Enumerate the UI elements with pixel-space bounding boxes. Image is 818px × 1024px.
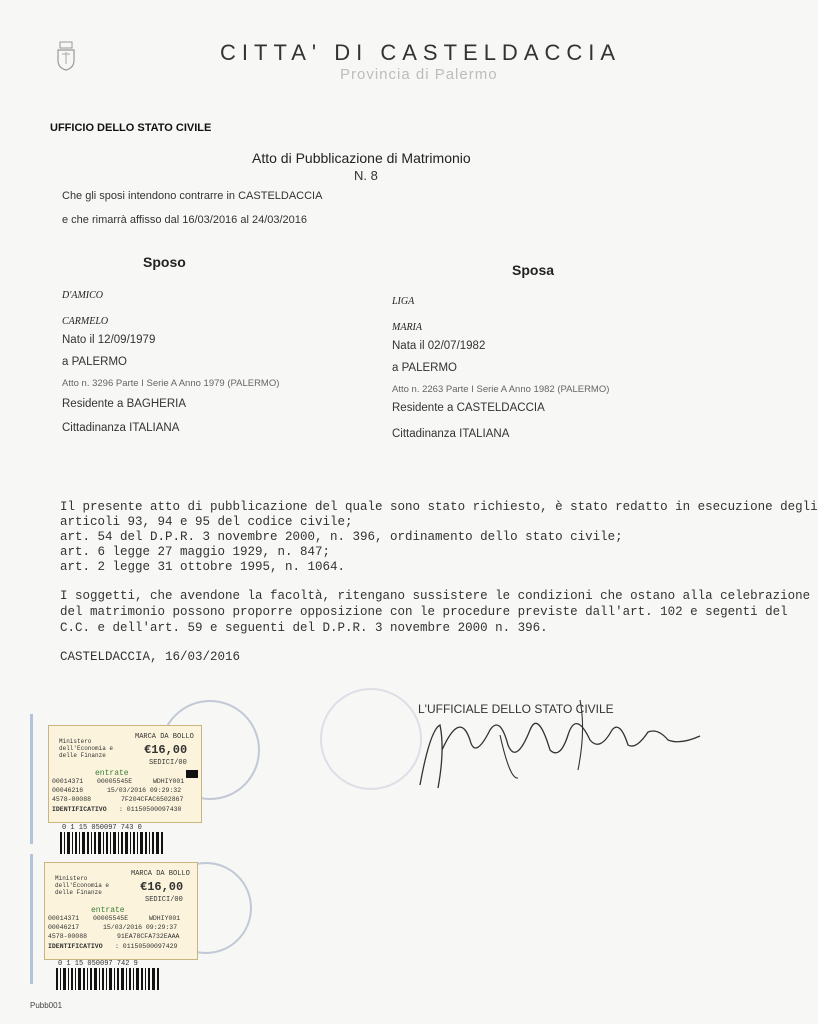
stamp-amount-words: SEDICI/00	[145, 896, 183, 904]
signature-label: L'UFFICIALE DELLO STATO CIVILE	[418, 702, 614, 716]
stamp-code-e: 4578-00088	[48, 933, 88, 940]
act-title: Atto di Pubblicazione di Matrimonio	[252, 150, 471, 166]
legal-text-line: articoli 93, 94 e 95 del codice civile;	[60, 515, 353, 529]
opposition-text-line: I soggetti, che avendone la facoltà, ritengano sussistere le condizioni che ostano alla celebrazione	[60, 589, 811, 603]
place-and-date: CASTELDACCIA, 16/03/2016	[60, 650, 241, 664]
stamp-id-label: IDENTIFICATIVO	[52, 806, 107, 813]
act-number: N. 8	[354, 168, 378, 183]
groom-surname: D'AMICO	[62, 290, 104, 301]
stamp-code-d: 00046217	[48, 924, 80, 931]
groom-record: Atto n. 3296 Parte I Serie A Anno 1979 (PALERMO)	[62, 378, 280, 389]
legal-text-line: art. 54 del D.P.R. 3 novembre 2000, n. 396, ordinamento dello stato civile;	[60, 530, 623, 544]
municipal-crest-icon	[48, 38, 84, 74]
legal-text-line: art. 6 legge 27 maggio 1929, n. 847;	[60, 545, 331, 559]
stamp-code-b: 00005545E	[93, 915, 129, 922]
groom-birthplace: a PALERMO	[62, 356, 127, 368]
bride-surname: LIGA	[392, 296, 415, 307]
stamp-code-c: WDHIY001	[153, 778, 185, 785]
bride-citizenship: Cittadinanza ITALIANA	[392, 428, 510, 440]
opposition-text-line: del matrimonio possono proporre opposizione con le procedure previste dall'art. 102 e segenti del	[60, 605, 788, 619]
legal-text-line: art. 2 legge 31 ottobre 1995, n. 1064.	[60, 560, 346, 574]
groom-birthdate: Nato il 12/09/1979	[62, 334, 156, 346]
stamp-datetime: 15/03/2016 09:29:37	[103, 924, 178, 931]
bride-birthdate: Nata il 02/07/1982	[392, 340, 486, 352]
stamp-code-d: 00046216	[52, 787, 84, 794]
city-title: CITTA' DI CASTELDACCIA	[220, 40, 622, 65]
stamp-edge-decoration	[30, 714, 49, 844]
stamp-amount-words: SEDICI/00	[149, 759, 187, 767]
stamp-agency: entrate	[91, 906, 125, 915]
stamp-code-f: 7F204CFAC6502867	[121, 796, 184, 803]
stamp-amount: €16,00	[144, 743, 188, 757]
intro-line-1: Che gli sposi intendono contrarre in CASTELDACCIA	[62, 190, 323, 202]
stamp-code-e: 4578-00088	[52, 796, 92, 803]
province-subtitle: Provincia di Palermo	[340, 66, 498, 83]
bride-residence: Residente a CASTELDACCIA	[392, 402, 545, 414]
stamp-code-b: 00005545E	[97, 778, 133, 785]
barcode-number: 0 1 15 050097 743 0	[62, 824, 142, 832]
stamp-id-label: IDENTIFICATIVO	[48, 943, 103, 950]
stamp-ministry: Ministero dell'Economia e delle Finanze	[59, 738, 114, 759]
handwritten-signature	[400, 690, 710, 795]
groom-name: CARMELO	[62, 316, 109, 327]
stamp-type: MARCA DA BOLLO	[135, 733, 194, 741]
legal-text-line: Il presente atto di pubblicazione del quale sono stato richiesto, è stato redatto in esecuzione degli	[60, 500, 818, 514]
stamp-code-c: WDHIY001	[149, 915, 181, 922]
bride-name: MARIA	[392, 322, 422, 333]
stamp-id-value: : 01150500097429	[115, 943, 178, 950]
bride-heading: Sposa	[512, 262, 555, 278]
stamp-id-value: : 01150500097430	[119, 806, 182, 813]
revenue-stamp-2	[44, 862, 198, 960]
stamp-ministry: Ministero dell'Economia e delle Finanze	[55, 875, 110, 896]
revenue-stamp-1	[48, 725, 202, 823]
bride-record: Atto n. 2263 Parte I Serie A Anno 1982 (PALERMO)	[392, 384, 610, 395]
groom-heading: Sposo	[143, 254, 186, 270]
intro-line-2: e che rimarrà affisso dal 16/03/2016 al 24/03/2016	[62, 214, 308, 226]
document-id: Pubb001	[30, 1001, 63, 1010]
stamp-datetime: 15/03/2016 09:29:32	[107, 787, 182, 794]
groom-citizenship: Cittadinanza ITALIANA	[62, 422, 180, 434]
stamp-agency: entrate	[95, 769, 129, 778]
stamp-type: MARCA DA BOLLO	[131, 870, 190, 878]
bride-birthplace: a PALERMO	[392, 362, 457, 374]
groom-residence: Residente a BAGHERIA	[62, 398, 187, 410]
stamp-code-a: 00014371	[52, 778, 84, 785]
opposition-text-line: C.C. e dell'art. 59 e seguenti del D.P.R. 3 novembre 2000 n. 396.	[60, 621, 548, 635]
stamp-code-f: 91EA78CFA732EAAA	[117, 933, 180, 940]
stamp-amount: €16,00	[140, 880, 184, 894]
barcode-1	[60, 832, 164, 854]
stamp-marker	[186, 770, 198, 778]
stamp-code-a: 00014371	[48, 915, 80, 922]
barcode-number: 0 1 15 050097 742 9	[58, 960, 138, 968]
barcode-2	[56, 968, 160, 990]
office-name: UFFICIO DELLO STATO CIVILE	[50, 122, 212, 134]
